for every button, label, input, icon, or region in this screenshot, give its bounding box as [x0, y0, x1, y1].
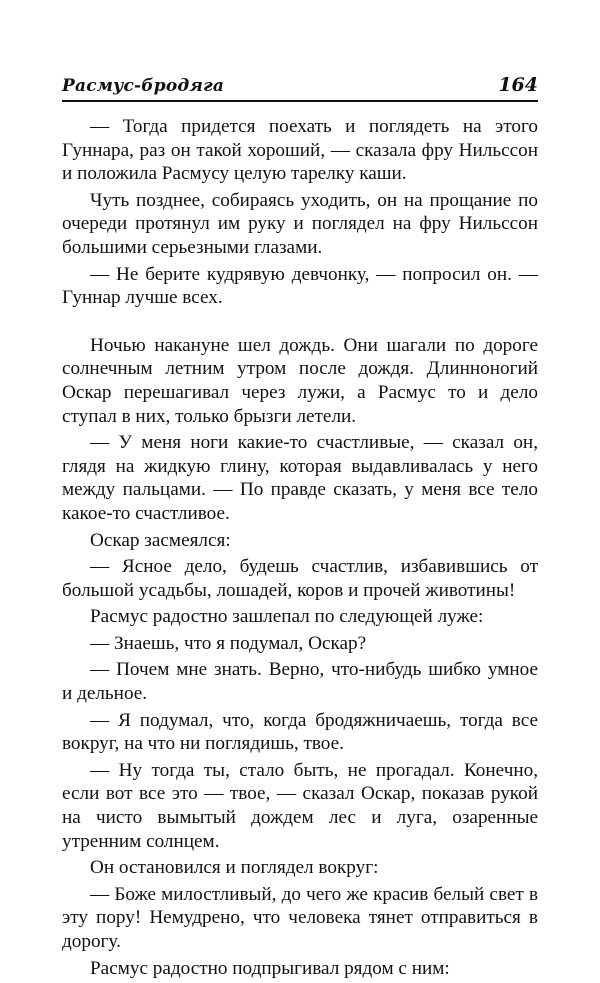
paragraph: — Тогда придется поехать и поглядеть на этого Гуннара, раз он такой хороший, — сказала фру Нильссон и положила Расмусу целую тарелку каши.: [62, 116, 538, 185]
paragraph: Он остановился и поглядел вокруг:: [90, 857, 379, 879]
paragraph: — Не берите кудрявую девчонку, — попросил он. — Гуннар лучше всех.: [62, 263, 538, 309]
running-header: [62, 62, 538, 102]
paragraph: Расмус радостно подпрыгивал рядом с ним:: [90, 957, 450, 979]
paragraph: — У меня ноги какие-то счастливые, — сказал он, глядя на жидкую глину, которая выдавливалась у него между пальцами. — По правде сказать, у меня все тело какое-то счастливое.: [62, 432, 538, 524]
paragraph: — Ну тогда ты, стало быть, не прогадал. Конечно, если вот все это — твое, — сказал Оскар, показав рукой на чисто вымытый дождем лес и луга, озаренные утренним солнцем.: [62, 759, 538, 852]
paragraph: Ночью накануне шел дождь. Они шагали по дороге солнечным летним утром после дождя. Длинноногий Оскар перешагивал через лужи, а Расмус то и дело ступал в них, только брызги летели.: [62, 334, 538, 427]
paragraph: — Знаешь, что я подумал, Оскар?: [90, 632, 367, 654]
page-number: 164: [498, 74, 538, 96]
body-text: [62, 115, 538, 983]
paragraph: — Почем мне знать. Верно, что-нибудь шибко умное и дельное.: [62, 659, 538, 705]
paragraph: — Боже милостливый, до чего же красив белый свет в эту пору! Немудрено, что человека тянет отправиться в дорогу.: [62, 883, 538, 952]
paragraph: — Ясное дело, будешь счастлив, избавившись от большой усадьбы, лошадей, коров и прочей животины!: [62, 556, 538, 601]
paragraph: Расмус радостно зашлепал по следующей луже:: [90, 606, 484, 628]
paragraph: — Я подумал, что, когда бродяжничаешь, тогда все вокруг, на что ни поглядишь, твое.: [62, 709, 538, 755]
paragraph: Чуть позднее, собираясь уходить, он на прощание по очереди протянул им руку и поглядел на фру Нильссон большими серьезными глазами.: [62, 189, 538, 258]
paragraph: Оскар засмеялся:: [90, 529, 231, 551]
book-title: Расмус-бродяга: [62, 76, 225, 96]
